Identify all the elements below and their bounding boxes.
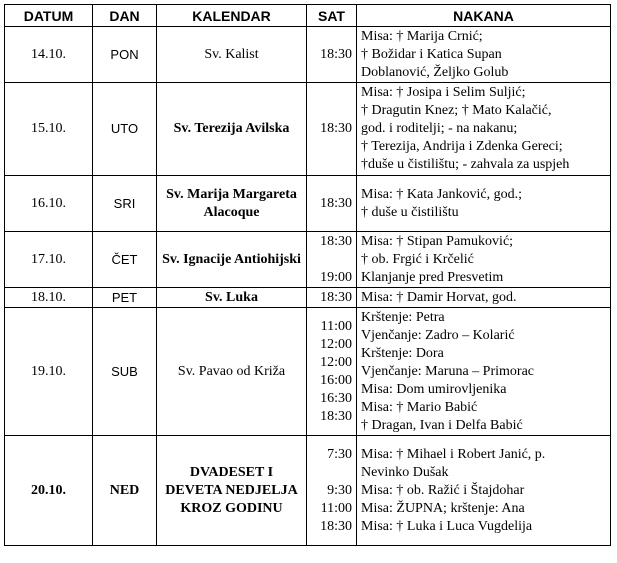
time-entry: 11:00 bbox=[320, 500, 352, 516]
intention-line: Misa: Dom umirovljenika bbox=[361, 381, 507, 397]
time-entry: 7:30 bbox=[327, 446, 352, 462]
time-entry: 11:00 bbox=[320, 318, 352, 334]
intention-line: Krštenje: Petra bbox=[361, 309, 445, 325]
header-dan: DAN bbox=[93, 5, 157, 27]
intention-line: Vjenčanje: Zadro – Kolarić bbox=[361, 327, 515, 343]
header-nakana: NAKANA bbox=[357, 5, 611, 27]
table-row bbox=[5, 436, 611, 546]
time-cell bbox=[307, 308, 357, 436]
time-entry: 12:00 bbox=[320, 354, 352, 370]
time-entry: 18:30 bbox=[320, 46, 352, 62]
time-entry bbox=[311, 464, 352, 482]
intention-line: Misa: † Mario Babić bbox=[361, 399, 478, 415]
intention-line: Krštenje: Dora bbox=[361, 345, 444, 361]
intention-line: Misa: † Damir Horvat, god. bbox=[361, 289, 517, 305]
time-entry: 18:30 bbox=[320, 233, 352, 249]
header-row bbox=[5, 5, 611, 27]
intention-line: Misa: † Stipan Pamuković; bbox=[361, 233, 514, 249]
intention-line: † ob. Frgić i Krčelić bbox=[361, 251, 474, 267]
day-cell: ČET bbox=[93, 232, 157, 288]
time-entry: 18:30 bbox=[320, 121, 352, 136]
time-entry bbox=[311, 251, 352, 269]
time-cell bbox=[307, 83, 357, 176]
time-cell bbox=[307, 288, 357, 308]
time-cell bbox=[307, 27, 357, 83]
intention-line: Doblanović, Željko Golub bbox=[361, 64, 509, 80]
date-cell: 19.10. bbox=[5, 308, 93, 436]
intention-line: Vjenčanje: Maruna – Primorac bbox=[361, 363, 534, 379]
table-row bbox=[5, 83, 611, 176]
table-row bbox=[5, 27, 611, 83]
table-row bbox=[5, 176, 611, 232]
calendar-cell: Sv. Marija Margareta Alacoque bbox=[157, 176, 307, 232]
intention-line: Misa: † Marija Crnić; bbox=[361, 28, 483, 44]
calendar-cell: Sv. Pavao od Križa bbox=[157, 308, 307, 436]
time-cell bbox=[307, 176, 357, 232]
time-entry: 12:00 bbox=[320, 336, 352, 352]
date-cell: 18.10. bbox=[5, 288, 93, 308]
time-entry: 18:30 bbox=[320, 195, 352, 211]
intention-cell bbox=[357, 308, 611, 436]
time-entry: 18:30 bbox=[320, 289, 352, 305]
intention-cell bbox=[357, 232, 611, 288]
day-cell: UTO bbox=[93, 83, 157, 176]
time-entry: 19:00 bbox=[320, 269, 352, 285]
time-entry: 18:30 bbox=[320, 518, 352, 534]
intention-cell bbox=[357, 176, 611, 232]
intention-line: Misa: † Luka i Luca Vugdelija bbox=[361, 518, 533, 534]
day-cell: SUB bbox=[93, 308, 157, 436]
date-cell: 14.10. bbox=[5, 27, 93, 83]
header-sat: SAT bbox=[307, 5, 357, 27]
intention-line: Misa: ŽUPNA; krštenje: Ana bbox=[361, 500, 525, 516]
time-entry: 16:30 bbox=[320, 390, 352, 406]
date-cell: 17.10. bbox=[5, 232, 93, 288]
intention-cell bbox=[357, 83, 611, 176]
time-cell bbox=[307, 232, 357, 288]
header-kalendar: KALENDAR bbox=[157, 5, 307, 27]
intention-line: † Božidar i Katica Supan bbox=[361, 46, 502, 62]
calendar-cell: Sv. Kalist bbox=[157, 27, 307, 83]
intention-line: † Dragan, Ivan i Delfa Babić bbox=[361, 417, 523, 433]
intention-line: † Terezija, Andrija i Zdenka Gereci; bbox=[361, 139, 563, 154]
calendar-cell: DVADESET I DEVETA NEDJELJA KROZ GODINU bbox=[157, 436, 307, 546]
intention-line: Misa: † Kata Janković, god.; bbox=[361, 186, 522, 202]
intention-cell bbox=[357, 288, 611, 308]
calendar-cell: Sv. Luka bbox=[157, 288, 307, 308]
intention-line: †duše u čistilištu; - zahvala za uspjeh bbox=[361, 157, 570, 172]
intention-line: Misa: † Josipa i Selim Suljić; bbox=[361, 85, 526, 100]
day-cell: PET bbox=[93, 288, 157, 308]
date-cell: 15.10. bbox=[5, 83, 93, 176]
day-cell: PON bbox=[93, 27, 157, 83]
intention-line: Klanjanje pred Presvetim bbox=[361, 269, 504, 285]
time-entry: 9:30 bbox=[327, 482, 352, 498]
intention-line: † Dragutin Knez; † Mato Kalačić, bbox=[361, 103, 552, 118]
schedule-table bbox=[4, 4, 611, 546]
table-row bbox=[5, 308, 611, 436]
intention-line: god. i roditelji; - na nakanu; bbox=[361, 121, 518, 136]
intention-cell bbox=[357, 27, 611, 83]
day-cell: SRI bbox=[93, 176, 157, 232]
intention-cell bbox=[357, 436, 611, 546]
time-entry: 18:30 bbox=[320, 408, 352, 424]
day-cell: NED bbox=[93, 436, 157, 546]
date-cell: 20.10. bbox=[5, 436, 93, 546]
intention-line: Nevinko Dušak bbox=[361, 464, 449, 480]
time-cell bbox=[307, 436, 357, 546]
intention-line: Misa: † ob. Ražić i Štajdohar bbox=[361, 482, 525, 498]
intention-line: † duše u čistilištu bbox=[361, 204, 459, 220]
date-cell: 16.10. bbox=[5, 176, 93, 232]
table-row bbox=[5, 288, 611, 308]
calendar-cell: Sv. Ignacije Antiohijski bbox=[157, 232, 307, 288]
intention-line: Misa: † Mihael i Robert Janić, p. bbox=[361, 446, 546, 462]
header-datum: DATUM bbox=[5, 5, 93, 27]
time-entry: 16:00 bbox=[320, 372, 352, 388]
table-row bbox=[5, 232, 611, 288]
calendar-cell: Sv. Terezija Avilska bbox=[157, 83, 307, 176]
